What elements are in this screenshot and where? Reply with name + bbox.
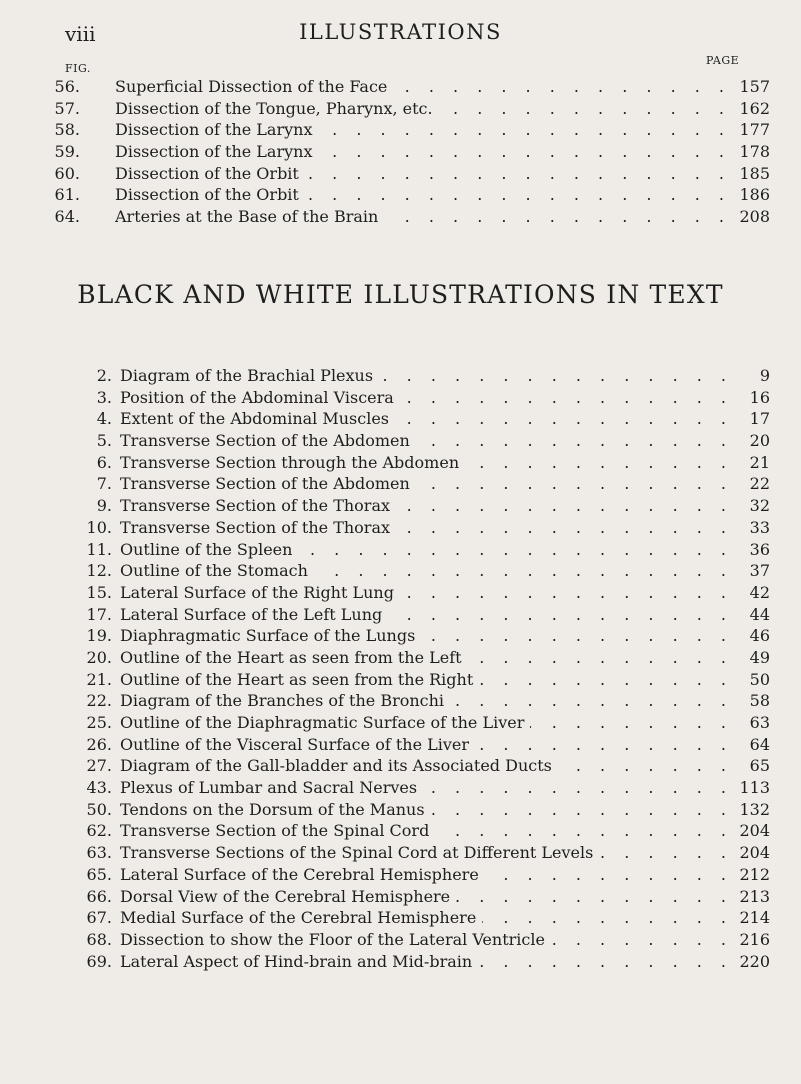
dot-leader bbox=[396, 495, 733, 517]
dot-leader bbox=[479, 669, 733, 691]
dot-leader bbox=[439, 98, 731, 120]
page-ref: 16 bbox=[749, 387, 770, 407]
figure-title-text: Transverse Section of the Abdomen bbox=[120, 474, 410, 494]
list-item bbox=[0, 604, 801, 626]
list-item bbox=[0, 560, 801, 582]
figure-title bbox=[115, 184, 731, 206]
figure-title bbox=[120, 907, 733, 929]
dot-leader bbox=[431, 799, 733, 821]
figure-number: 4. bbox=[96, 409, 112, 429]
figure-title-text: Transverse Section of the Spinal Cord bbox=[120, 821, 430, 841]
dot-leader bbox=[305, 163, 731, 185]
list-item bbox=[0, 669, 801, 691]
dot-leader bbox=[551, 929, 733, 951]
dot-leader bbox=[468, 647, 733, 669]
dot-leader bbox=[318, 141, 731, 163]
figure-number: 63. bbox=[86, 843, 112, 863]
page-ref: 9 bbox=[759, 366, 770, 385]
list-item bbox=[0, 755, 801, 777]
figure-title-text: Dissection of the Larynx bbox=[115, 142, 313, 162]
figure-title bbox=[120, 604, 733, 626]
page-ref: 220 bbox=[739, 951, 770, 971]
figure-title bbox=[120, 408, 733, 430]
page-ref: 208 bbox=[739, 207, 770, 227]
list-item bbox=[0, 452, 801, 474]
list-item bbox=[0, 408, 801, 430]
figure-title-text: Diagram of the Gall-bladder and its Associated Ducts bbox=[120, 756, 552, 776]
figure-number: 67. bbox=[86, 908, 112, 928]
figure-title bbox=[120, 712, 733, 734]
list-item bbox=[0, 951, 801, 973]
dot-leader bbox=[314, 560, 733, 582]
page-ref: 65 bbox=[749, 756, 770, 776]
figure-title bbox=[115, 76, 731, 98]
figure-number: 68. bbox=[86, 929, 112, 949]
figure-title-text: Medial Surface of the Cerebral Hemisphere bbox=[120, 908, 477, 928]
figure-number: 58. bbox=[54, 120, 80, 140]
figure-number: 50. bbox=[86, 799, 112, 819]
figure-title-text: Dissection of the Orbit bbox=[115, 185, 299, 205]
figure-number: 15. bbox=[86, 582, 112, 602]
list-item bbox=[0, 365, 801, 387]
figure-title bbox=[120, 951, 733, 973]
figure-title bbox=[120, 387, 733, 409]
list-item bbox=[0, 929, 801, 951]
dot-leader bbox=[421, 625, 733, 647]
dot-leader bbox=[400, 582, 733, 604]
figure-title-text: Outline of the Heart as seen from the Left bbox=[120, 647, 462, 667]
figure-number: 7. bbox=[96, 474, 112, 494]
figure-title-text: Dissection of the Larynx bbox=[115, 120, 313, 140]
list-item bbox=[0, 647, 801, 669]
figure-title bbox=[120, 495, 733, 517]
dot-leader bbox=[478, 951, 733, 973]
figure-title bbox=[120, 473, 733, 495]
figure-number: 65. bbox=[86, 864, 112, 884]
page-ref: 58 bbox=[749, 691, 770, 711]
page-ref: 33 bbox=[749, 517, 770, 537]
dot-leader bbox=[318, 119, 731, 141]
list-item bbox=[0, 206, 801, 228]
figure-number: 22. bbox=[86, 691, 112, 711]
list-item bbox=[0, 864, 801, 886]
figure-title bbox=[120, 864, 733, 886]
list-item bbox=[0, 799, 801, 821]
figure-title-text: Diagram of the Branches of the Bronchi bbox=[120, 691, 445, 711]
figure-title-text: Lateral Surface of the Right Lung bbox=[120, 582, 394, 602]
page-ref: 216 bbox=[739, 929, 770, 949]
page-ref: 37 bbox=[749, 561, 770, 581]
page-ref: 21 bbox=[749, 452, 770, 472]
figure-number: 17. bbox=[86, 604, 112, 624]
figure-title bbox=[120, 929, 733, 951]
figure-title bbox=[120, 430, 733, 452]
figure-title-text: Lateral Aspect of Hind-brain and Mid-brain bbox=[120, 951, 473, 971]
figure-number: 6. bbox=[96, 452, 112, 472]
page-ref: 213 bbox=[739, 886, 770, 906]
page-ref: 49 bbox=[749, 647, 770, 667]
figure-title bbox=[120, 539, 733, 561]
list-item bbox=[0, 184, 801, 206]
list-item bbox=[0, 777, 801, 799]
figure-title-text: Superficial Dissection of the Face bbox=[115, 77, 388, 96]
page-ref: 64 bbox=[749, 734, 770, 754]
figure-title bbox=[120, 820, 733, 842]
dot-leader bbox=[558, 755, 733, 777]
list-item bbox=[0, 517, 801, 539]
dot-leader bbox=[423, 777, 733, 799]
dot-leader bbox=[475, 734, 733, 756]
dot-leader bbox=[465, 452, 733, 474]
dot-leader bbox=[379, 365, 733, 387]
figure-title-text: Plexus of Lumbar and Sacral Nerves bbox=[120, 778, 418, 798]
fig-column-label: FIG. bbox=[65, 62, 91, 75]
page-ref: 20 bbox=[749, 431, 770, 451]
list-item bbox=[0, 712, 801, 734]
figure-title bbox=[120, 647, 733, 669]
figure-number: 61. bbox=[54, 185, 80, 205]
list-item bbox=[0, 163, 801, 185]
figure-number: 27. bbox=[86, 756, 112, 776]
figure-number: 19. bbox=[86, 626, 112, 646]
figure-title-text: Transverse Section through the Abdomen bbox=[120, 452, 460, 472]
list-item bbox=[0, 690, 801, 712]
page-ref: 36 bbox=[749, 539, 770, 559]
list-item bbox=[0, 907, 801, 929]
list-item bbox=[0, 430, 801, 452]
figure-title-text: Tendons on the Dorsum of the Manus bbox=[120, 799, 425, 819]
page-number: viii bbox=[65, 22, 96, 46]
figure-title bbox=[120, 365, 733, 387]
page-ref: 17 bbox=[749, 409, 770, 429]
list-item bbox=[0, 886, 801, 908]
list-item bbox=[0, 76, 801, 98]
dot-leader bbox=[393, 76, 731, 98]
list-item bbox=[0, 473, 801, 495]
figure-number: 20. bbox=[86, 647, 112, 667]
figure-title-text: Dissection of the Orbit bbox=[115, 163, 299, 183]
page-ref: 162 bbox=[739, 98, 770, 118]
page-ref: 113 bbox=[739, 778, 770, 798]
figure-title bbox=[120, 690, 733, 712]
figure-title bbox=[120, 625, 733, 647]
figure-title-text: Lateral Surface of the Cerebral Hemisphere bbox=[120, 864, 479, 884]
list-item bbox=[0, 625, 801, 647]
figure-number: 25. bbox=[86, 713, 112, 732]
page-ref: 32 bbox=[749, 496, 770, 516]
page-ref: 186 bbox=[739, 185, 770, 205]
page-header bbox=[0, 20, 801, 48]
dot-leader bbox=[396, 517, 733, 539]
figure-title bbox=[120, 842, 733, 864]
page-ref: 204 bbox=[739, 821, 770, 841]
figure-number: 69. bbox=[86, 951, 112, 971]
figure-title-text: Position of the Abdominal Viscera bbox=[120, 387, 394, 407]
figure-title bbox=[120, 452, 733, 474]
section-heading: BLACK AND WHITE ILLUSTRATIONS IN TEXT bbox=[77, 280, 724, 309]
figure-title bbox=[120, 669, 733, 691]
dot-leader bbox=[456, 886, 733, 908]
figure-title-text: Diaphragmatic Surface of the Lungs bbox=[120, 626, 416, 646]
figure-title bbox=[120, 734, 733, 756]
dot-leader bbox=[298, 539, 733, 561]
dot-leader bbox=[599, 842, 733, 864]
page-ref: 132 bbox=[739, 799, 770, 819]
list-item bbox=[0, 734, 801, 756]
figure-title-text: Lateral Surface of the Left Lung bbox=[120, 604, 383, 624]
list-item bbox=[0, 98, 801, 120]
running-title: ILLUSTRATIONS bbox=[299, 20, 502, 44]
dot-leader bbox=[384, 206, 731, 228]
figure-title-text: Transverse Sections of the Spinal Cord at Different Levels bbox=[120, 843, 594, 863]
dot-leader bbox=[482, 907, 733, 929]
figure-number: 3. bbox=[96, 387, 112, 407]
figure-title bbox=[115, 141, 731, 163]
figure-title bbox=[120, 886, 733, 908]
page-ref: 63 bbox=[749, 713, 770, 732]
figure-number: 66. bbox=[86, 886, 112, 906]
figure-number: 10. bbox=[86, 517, 112, 537]
figure-title-text: Diagram of the Brachial Plexus bbox=[120, 366, 374, 385]
page-ref: 185 bbox=[739, 163, 770, 183]
list-item bbox=[0, 495, 801, 517]
figure-title-text: Arteries at the Base of the Brain bbox=[115, 207, 379, 227]
figure-number: 26. bbox=[86, 734, 112, 754]
list-item bbox=[0, 539, 801, 561]
list-item bbox=[0, 387, 801, 409]
dot-leader bbox=[435, 820, 733, 842]
figure-title-text: Dissection to show the Floor of the Lateral Ventricle bbox=[120, 929, 545, 949]
figure-title bbox=[120, 799, 733, 821]
figure-title bbox=[120, 582, 733, 604]
figure-number: 21. bbox=[86, 669, 112, 689]
figure-title bbox=[120, 755, 733, 777]
figure-number: 5. bbox=[96, 431, 112, 451]
figure-title bbox=[115, 119, 731, 141]
figure-title-text: Extent of the Abdominal Muscles bbox=[120, 409, 390, 429]
figure-number: 56. bbox=[54, 77, 80, 96]
figure-title-text: Dissection of the Tongue, Pharynx, etc. bbox=[115, 98, 433, 118]
figure-title bbox=[120, 517, 733, 539]
figure-title bbox=[120, 560, 733, 582]
colour-plates-list bbox=[0, 76, 801, 228]
figure-number: 59. bbox=[54, 142, 80, 162]
page-ref: 44 bbox=[749, 604, 770, 624]
list-item bbox=[0, 141, 801, 163]
figure-title-text: Transverse Section of the Thorax bbox=[120, 517, 391, 537]
list-item bbox=[0, 582, 801, 604]
figure-number: 12. bbox=[86, 561, 112, 581]
figure-title-text: Outline of the Spleen bbox=[120, 539, 293, 559]
list-item bbox=[0, 842, 801, 864]
figure-number: 2. bbox=[96, 366, 112, 385]
figure-number: 9. bbox=[96, 496, 112, 516]
figure-title-text: Dorsal View of the Cerebral Hemisphere bbox=[120, 886, 451, 906]
page-ref: 177 bbox=[739, 120, 770, 140]
page-ref: 50 bbox=[749, 669, 770, 689]
dot-leader bbox=[388, 604, 733, 626]
list-item bbox=[0, 820, 801, 842]
list-item bbox=[0, 119, 801, 141]
figure-title bbox=[115, 163, 731, 185]
page-ref: 214 bbox=[739, 908, 770, 928]
figure-title-text: Outline of the Diaphragmatic Surface of the Liver bbox=[120, 713, 525, 732]
page-ref: 22 bbox=[749, 474, 770, 494]
figure-number: 11. bbox=[86, 539, 112, 559]
figure-number: 62. bbox=[86, 821, 112, 841]
page-ref: 212 bbox=[739, 864, 770, 884]
figure-title-text: Outline of the Stomach bbox=[120, 561, 308, 581]
figure-title bbox=[115, 98, 731, 120]
page-ref: 178 bbox=[739, 142, 770, 162]
figure-title-text: Transverse Section of the Thorax bbox=[120, 496, 391, 516]
figure-title bbox=[120, 777, 733, 799]
dot-leader bbox=[485, 864, 733, 886]
page-ref: 204 bbox=[739, 843, 770, 863]
page-ref: 46 bbox=[749, 626, 770, 646]
dot-leader bbox=[450, 690, 733, 712]
figure-number: 60. bbox=[54, 163, 80, 183]
figure-number: 64. bbox=[54, 207, 80, 227]
bw-illustrations-list bbox=[0, 365, 801, 972]
figure-title-text: Outline of the Visceral Surface of the Liver bbox=[120, 734, 470, 754]
figure-number: 57. bbox=[54, 98, 80, 118]
figure-title-text: Outline of the Heart as seen from the Right bbox=[120, 669, 474, 689]
dot-leader bbox=[416, 473, 733, 495]
dot-leader bbox=[416, 430, 733, 452]
dot-leader bbox=[395, 408, 733, 430]
page-column-label: PAGE bbox=[706, 54, 740, 67]
page-ref: 157 bbox=[739, 77, 770, 96]
dot-leader bbox=[530, 712, 733, 734]
page-ref: 42 bbox=[749, 582, 770, 602]
figure-number: 43. bbox=[86, 778, 112, 798]
dot-leader bbox=[305, 184, 731, 206]
dot-leader bbox=[400, 387, 733, 409]
figure-title bbox=[115, 206, 731, 228]
figure-title-text: Transverse Section of the Abdomen bbox=[120, 431, 410, 451]
